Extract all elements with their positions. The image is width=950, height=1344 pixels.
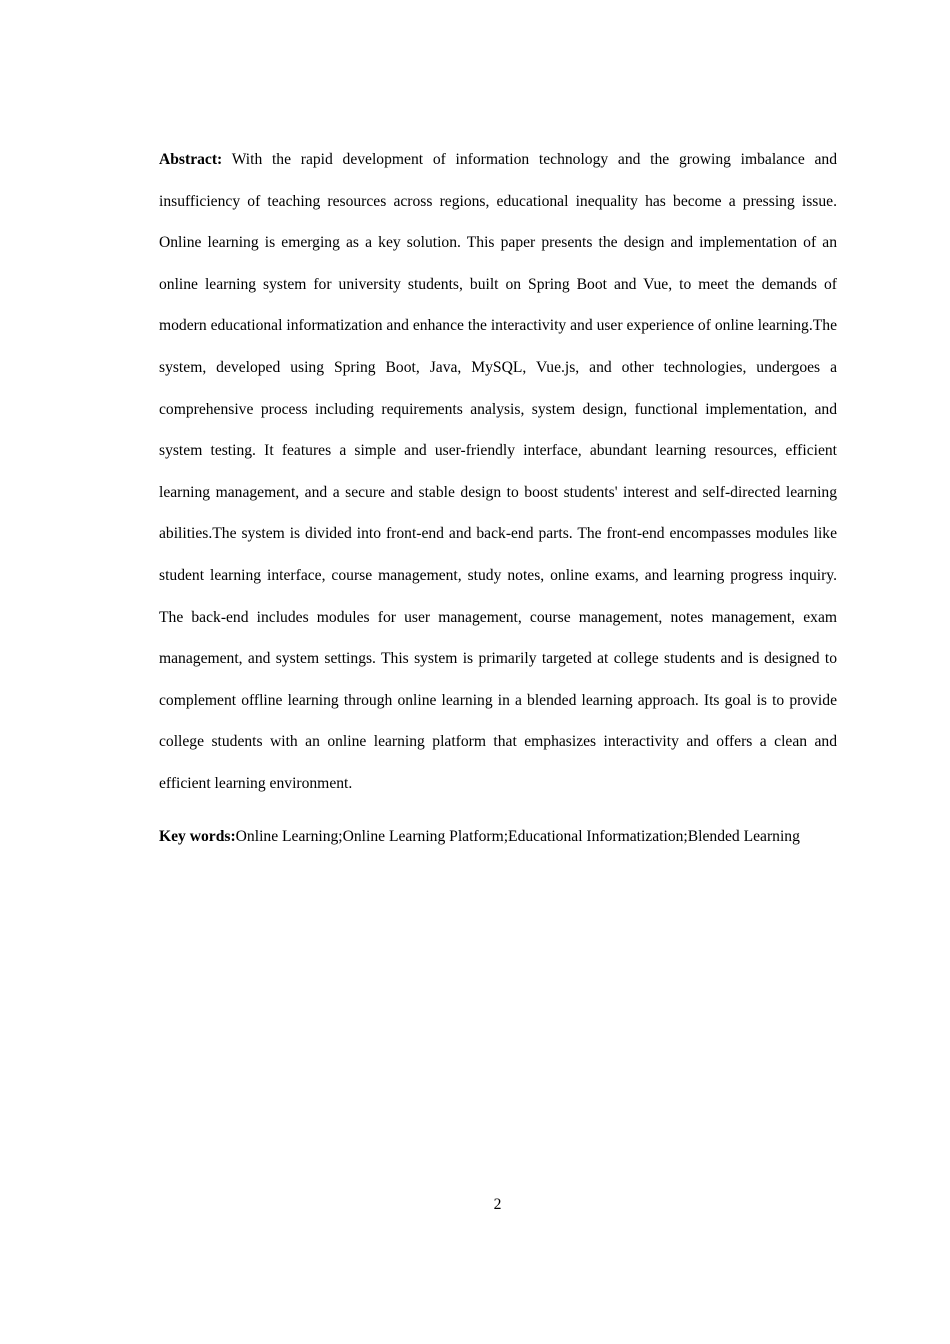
abstract-label: Abstract: [159,151,223,168]
keywords-label: Key words: [159,828,236,845]
keywords-text: Online Learning;Online Learning Platform;Educational Informatization;Blended Learning [235,828,800,845]
abstract-text: With the rapid development of information technology and the growing imbalance and insufficiency of teaching resources across regions, educational inequality has become a pressing issue. Online learning is emerging as a key solution. This paper presents the design and implementation of an online learning system for university students, built on Spring Boot and Vue, to meet the demands of modern educational informatization and enhance the interactivity and user experience of online learning.The system, developed using Spring Boot, Java, MySQL, Vue.js, and other technologies, undergoes a comprehensive process including requirements analysis, system design, functional implementation, and system testing. It features a simple and user-friendly interface, abundant learning resources, efficient learning management, and a secure and stable design to boost students' interest and self-directed learning abilities.The system is divided into front-end and back-end parts. The front-end encompasses modules like student learning interface, course management, study notes, online exams, and learning progress inquiry. The back-end includes modules for user management, course management, notes management, exam management, and system settings. This system is primarily targeted at college students and is designed to complement offline learning through online learning in a blended learning approach. Its goal is to provide college students with an online learning platform that emphasizes interactivity and offers a clean and efficient learning environment. [159,151,837,792]
abstract-paragraph [159,139,837,805]
keywords-paragraph [159,816,837,858]
page-number: 2 [493,1196,502,1213]
